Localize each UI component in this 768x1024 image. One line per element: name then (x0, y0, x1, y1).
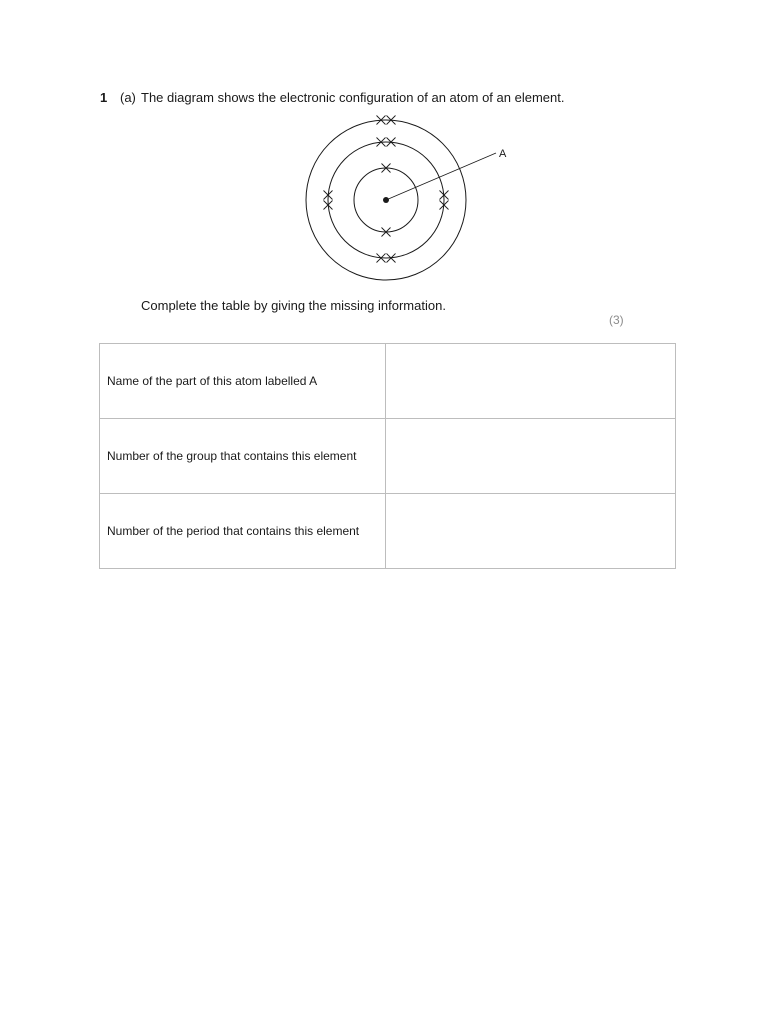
question-number: 1 (100, 90, 108, 105)
question-text: The diagram shows the electronic configuration of an atom of an element. (141, 90, 565, 105)
answer-cell-group-number[interactable] (386, 419, 676, 494)
electrons (324, 116, 449, 263)
label-a: A (499, 148, 507, 160)
table-instruction: Complete the table by giving the missing information. (141, 298, 446, 313)
answer-cell-period-number[interactable] (386, 494, 676, 569)
label-a-pointer (386, 153, 496, 200)
row-prompt: Name of the part of this atom labelled A (100, 344, 386, 419)
answer-cell-part-name[interactable] (386, 344, 676, 419)
table-row (100, 419, 676, 494)
row-prompt: Number of the group that contains this element (100, 419, 386, 494)
question-part: (a) (120, 90, 136, 105)
table-row (100, 344, 676, 419)
table-row (100, 494, 676, 569)
row-prompt: Number of the period that contains this element (100, 494, 386, 569)
answer-table (99, 343, 676, 569)
marks-available: (3) (609, 313, 624, 327)
atom-diagram (290, 110, 530, 290)
